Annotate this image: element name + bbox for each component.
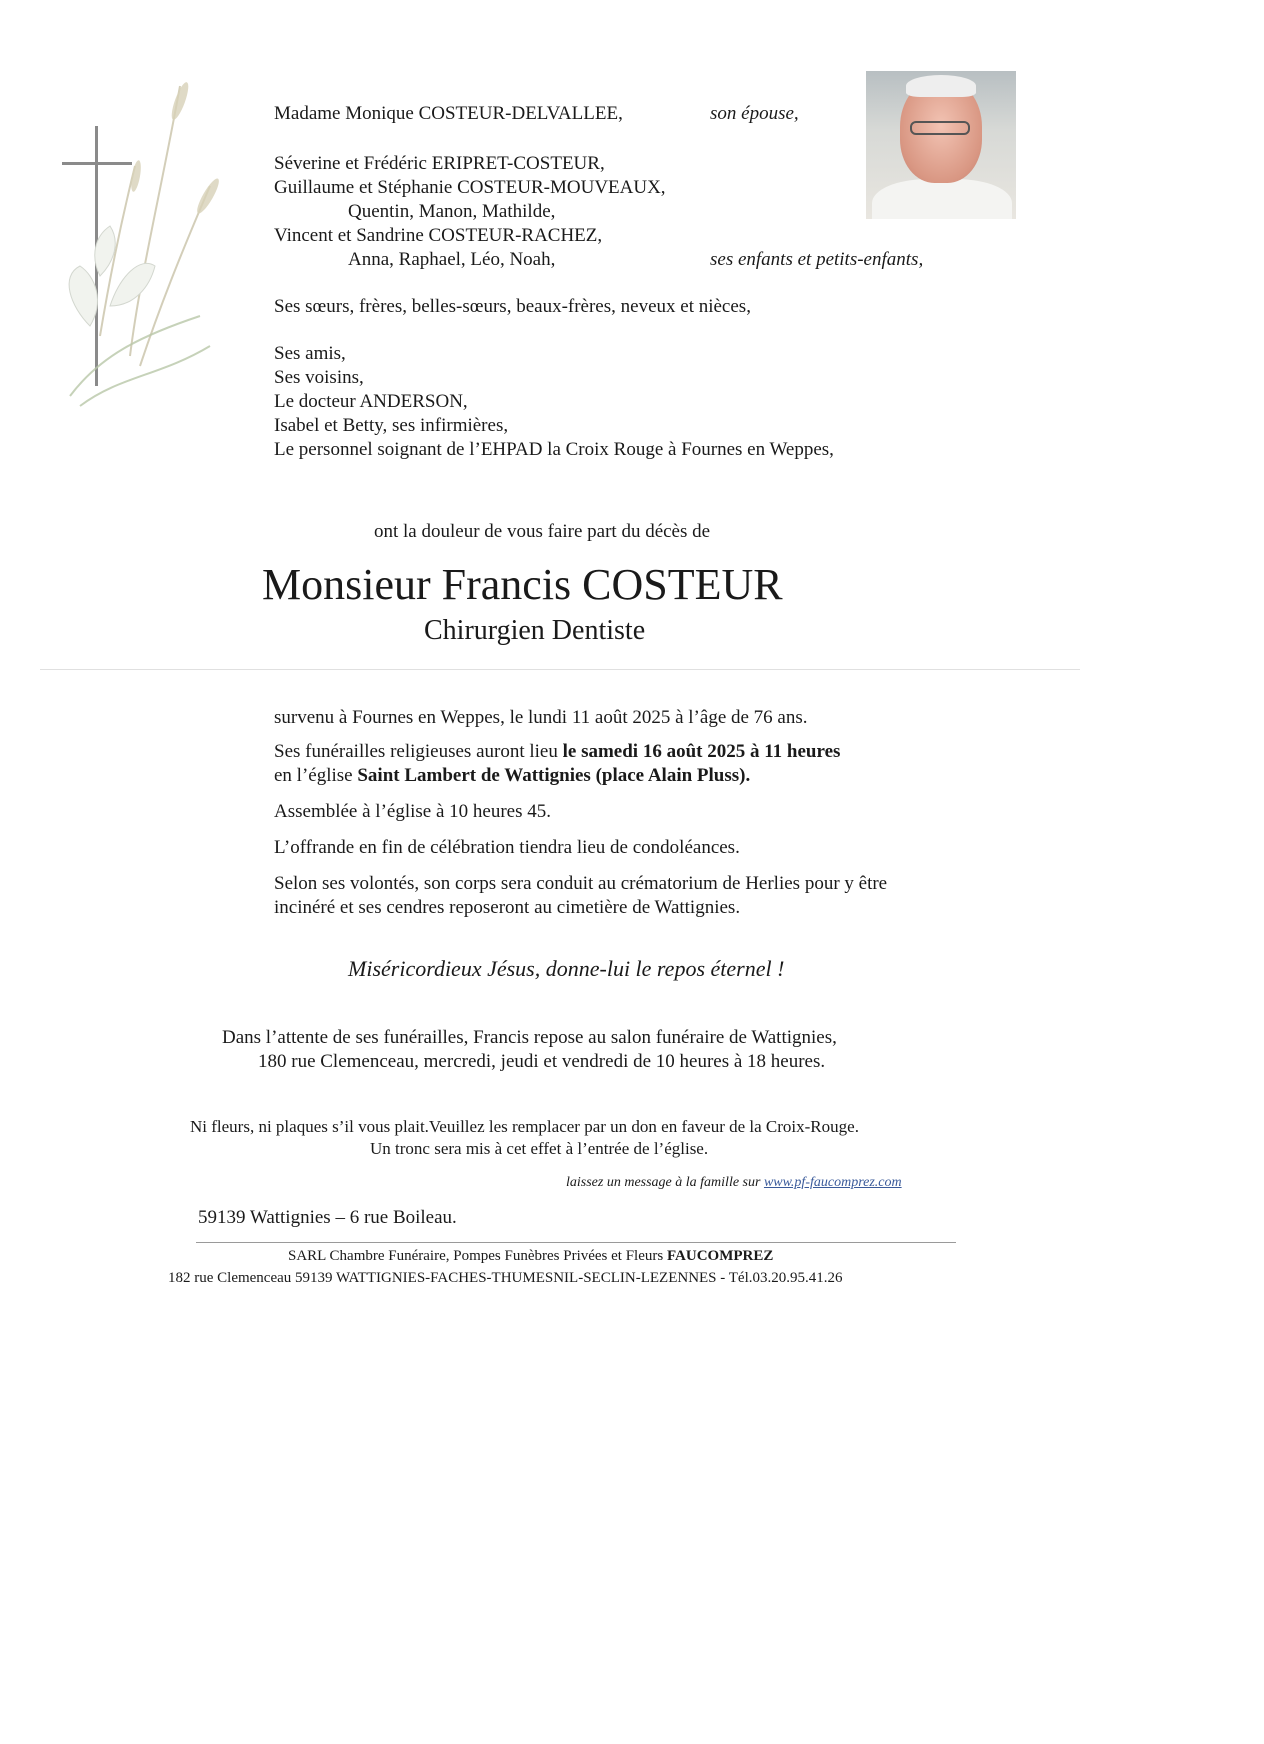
death-line: survenu à Fournes en Weppes, le lundi 11 août 2025 à l’âge de 76 ans.	[274, 707, 808, 728]
photo-hair	[906, 75, 976, 97]
cross-lily-decoration	[40, 76, 240, 416]
grandchildren-line: Anna, Raphael, Léo, Noah,	[348, 249, 556, 270]
others-line: Le docteur ANDERSON,	[274, 391, 468, 412]
church-prefix: en l’église	[274, 765, 358, 786]
lily-flowers	[69, 226, 155, 326]
wishes-line: Selon ses volontés, son corps sera conduit au crématorium de Herlies pour y être	[274, 873, 888, 894]
child-line: Guillaume et Stéphanie COSTEUR-MOUVEAUX,	[274, 177, 666, 198]
family-address: 59139 Wattignies – 6 rue Boileau.	[198, 1207, 457, 1228]
spouse-name: Madame Monique COSTEUR-DELVALLEE,	[274, 103, 623, 124]
deceased-profession: Chirurgien Dentiste	[424, 615, 646, 646]
others-line: Le personnel soignant de l’EHPAD la Croix Rouge à Fournes en Weppes,	[274, 439, 834, 460]
assembly-line: Assemblée à l’église à 10 heures 45.	[274, 801, 551, 822]
message-prefix: laissez un message à la famille sur	[566, 1175, 764, 1190]
others-line: Ses voisins,	[274, 367, 364, 388]
company-address: 182 rue Clemenceau 59139 WATTIGNIES-FACHES-THUMESNIL-SECLIN-LEZENNES - Tél.03.20.95.41.26	[168, 1270, 843, 1286]
announcement-intro: ont la douleur de vous faire part du décès de	[374, 521, 711, 542]
rest-line: 180 rue Clemenceau, mercredi, jeudi et vendredi de 10 heures à 18 heures.	[258, 1051, 826, 1072]
footer-divider	[196, 1242, 956, 1243]
spouse-role: son épouse,	[710, 103, 799, 124]
section-divider	[40, 669, 1080, 670]
photo-glasses	[910, 121, 970, 135]
child-line: Vincent et Sandrine COSTEUR-RACHEZ,	[274, 225, 603, 246]
photo-shirt	[872, 179, 1012, 219]
flowers-line: Ni fleurs, ni plaques s’il vous plait.Veuillez les remplacer par un don en faveur de la Croix-Rouge.	[190, 1117, 859, 1136]
siblings-line: Ses sœurs, frères, belles-sœurs, beaux-frères, neveux et nièces,	[274, 296, 751, 317]
lily-leaves	[70, 316, 210, 406]
prayer: Miséricordieux Jésus, donne-lui le repos éternel !	[348, 956, 785, 981]
funeral-prefix: Ses funérailles religieuses auront lieu	[274, 741, 563, 762]
children-role: ses enfants et petits-enfants,	[710, 249, 924, 270]
message-line	[566, 1174, 902, 1192]
deceased-photo	[866, 71, 1016, 219]
funeral-date: le samedi 16 août 2025 à 11 heures	[562, 741, 841, 762]
church-name: Saint Lambert de Wattignies (place Alain Pluss).	[357, 765, 751, 786]
rest-line: Dans l’attente de ses funérailles, Francis repose au salon funéraire de Wattignies,	[222, 1027, 837, 1048]
flowers-line: Un tronc sera mis à cet effet à l’entrée de l’église.	[370, 1139, 709, 1158]
wheat-stalks	[100, 86, 210, 366]
deceased-name: Monsieur Francis COSTEUR	[262, 560, 783, 609]
company-line	[288, 1246, 773, 1266]
wishes-line: incinéré et ses cendres reposeront au cimetière de Wattignies.	[274, 897, 741, 918]
website-link[interactable]: www.pf-faucomprez.com	[763, 1175, 902, 1190]
wheat-heads	[129, 80, 222, 215]
others-line: Isabel et Betty, ses infirmières,	[274, 415, 509, 436]
funeral-line	[274, 740, 840, 764]
child-line: Séverine et Frédéric ERIPRET-COSTEUR,	[274, 153, 605, 174]
offering-line: L’offrande en fin de célébration tiendra lieu de condoléances.	[274, 837, 740, 858]
company-name: FAUCOMPREZ	[666, 1248, 774, 1264]
others-line: Ses amis,	[274, 343, 346, 364]
church-line	[274, 764, 750, 788]
grandchildren-line: Quentin, Manon, Mathilde,	[348, 201, 556, 222]
company-prefix: SARL Chambre Funéraire, Pompes Funèbres Privées et Fleurs	[288, 1248, 667, 1264]
